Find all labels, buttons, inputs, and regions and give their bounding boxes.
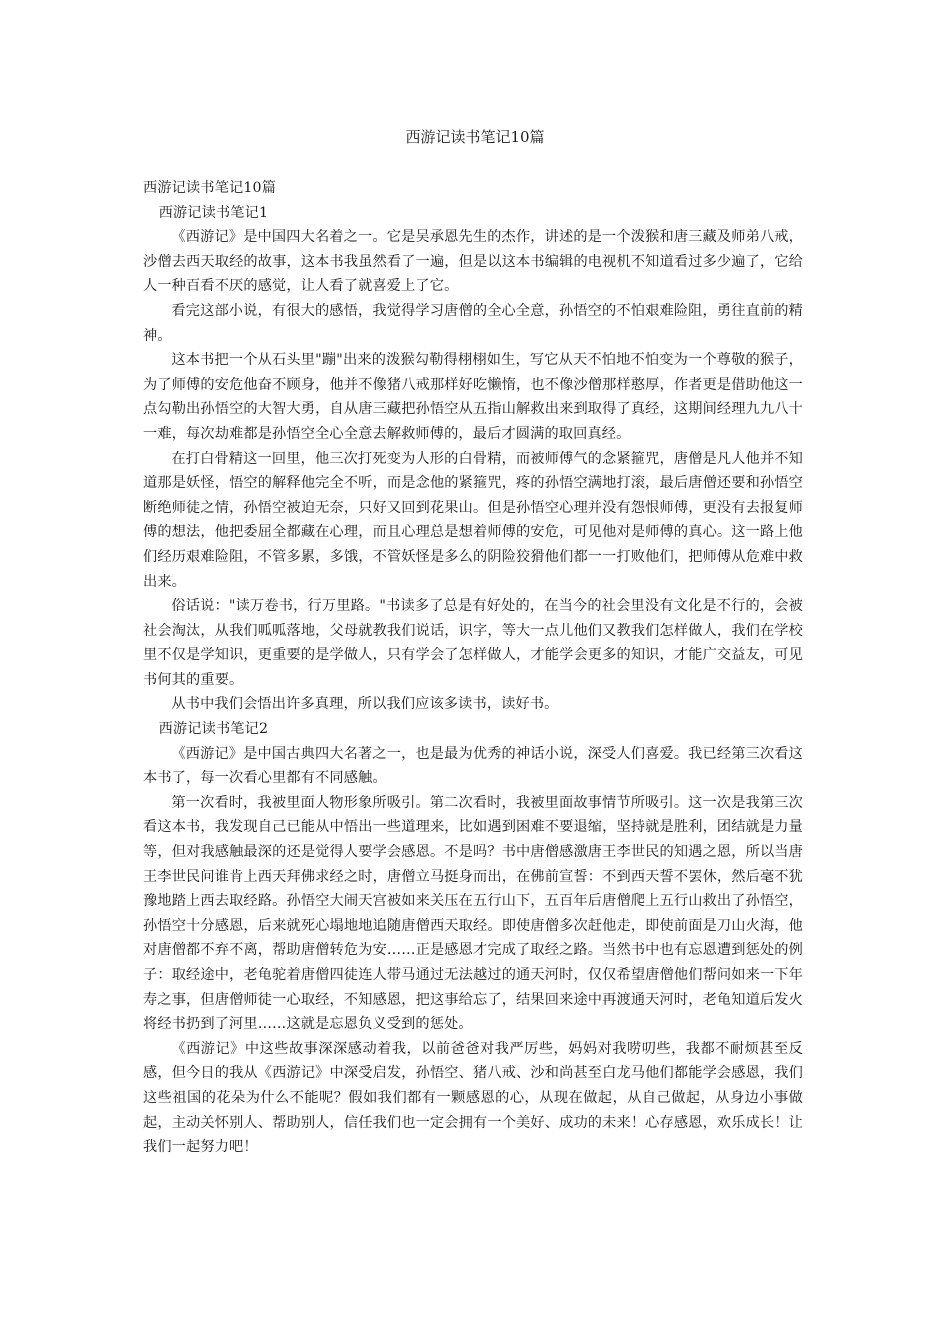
paragraph: 这本书把一个从石头里"蹦"出来的泼猴勾勒得栩栩如生，写它从天不怕地不怕变为一个尊敬的猴子，为了师傅的安危他奋不顾身，他并不像猪八戒那样好吃懒惰，也不像沙僧那样憨厚，作者更是借助他这一点勾勒出孙悟空的大智大勇，自从唐三藏把孙悟空从五指山解救出来到取得了真经，这期间经理九九八十一难，每次劫难都是孙悟空全心全意去解救师傅的，最后才圆满的取回真经。 bbox=[143, 352, 803, 442]
paragraph: 俗话说："读万卷书，行万里路。"书读多了总是有好处的，在当今的社会里没有文化是不行的，会被社会淘汰，从我们呱呱落地，父母就教我们说话，识字，等大一点儿他们又教我们怎样做人，我们在学校里不仅是学知识，更重要的是学做人，只有学会了怎样做人，才能学会更多的知识，才能广交益友，可见书何其的重要。 bbox=[143, 598, 803, 688]
document-subtitle: 西游记读书笔记10篇 bbox=[143, 180, 277, 196]
paragraph: 看完这部小说，有很大的感悟，我觉得学习唐僧的全心全意，孙悟空的不怕艰难险阻，勇往直前的精神。 bbox=[143, 302, 803, 344]
section-heading: 西游记读书笔记2 bbox=[158, 721, 269, 738]
paragraph: 在打白骨精这一回里，他三次打死变为人形的白骨精，而被师傅气的念紧箍咒，唐僧是凡人他并不知道那是妖怪，悟空的解释他完全不听，而是念他的紧箍咒，疼的孙悟空满地打滚，最后唐僧还要和孙悟空断绝师徒之情，孙悟空被迫无奈，只好又回到花果山。但是孙悟空心理并没有怨恨师傅，更没有去报复师傅的想法，他把委屈全都藏在心理，而且心理总是想着师傅的安危，可见他对是师傅的真心。这一路上他们经历艰难险阻，不管多累，多饿，不管妖怪是多么的阴险狡猾他们都一一打败他们，把师傅从危难中救出来。 bbox=[143, 450, 803, 590]
document-body bbox=[143, 176, 803, 1160]
paragraph: 《西游记》是中国四大名着之一。它是吴承恩先生的杰作，讲述的是一个泼猴和唐三藏及师弟八戒，沙僧去西天取经的故事，这本书我虽然看了一遍，但是以这本书编辑的电视机不知道看过多少遍了，它给人一种百看不厌的感觉，让人看了就喜爱上了它。 bbox=[143, 229, 803, 295]
paragraph: 《西游记》中这些故事深深感动着我，以前爸爸对我严厉些，妈妈对我唠叨些，我都不耐烦甚至反感，但今日的我从《西游记》中深受启发，孙悟空、猪八戒、沙和尚甚至白龙马他们都能学会感恩，我们这些祖国的花朵为什么不能呢？假如我们都有一颗感恩的心，从现在做起，从自己做起，从身边小事做起，主动关怀别人、帮助别人，信任我们也一定会拥有一个美好、成功的未来！心存感恩，欢乐成长！让我们一起努力吧！ bbox=[143, 1040, 803, 1156]
section-heading: 西游记读书笔记1 bbox=[158, 204, 269, 221]
paragraph: 《西游记》是中国古典四大名著之一，也是最为优秀的神话小说，深受人们喜爱。我已经第三次看这本书了，每一次看心里都有不同感触。 bbox=[143, 745, 803, 787]
document-title: 西游记读书笔记10篇 bbox=[405, 128, 545, 146]
paragraph: 第一次看时，我被里面人物形象所吸引。第二次看时，我被里面故事情节所吸引。这一次是我第三次看这本书，我发现自己已能从中悟出一些道理来，比如遇到困难不要退缩，坚持就是胜利，团结就是力量等，但对我感触最深的还是觉得人要学会感恩。不是吗？书中唐僧感激唐王李世民的知遇之恩，所以当唐王李世民问谁肯上西天拜佛求经之时，唐僧立马挺身而出，在佛前宣誓：不到西天誓不罢休，然后毫不犹豫地踏上西去取经路。孙悟空大闹天宫被如来关压在五行山下，五百年后唐僧爬上五行山救出了孙悟空，孙悟空十分感恩，后来就死心塌地地追随唐僧西天取经。即使唐僧多次赶他走，即使前面是刀山火海，他对唐僧都不弃不离，帮助唐僧转危为安……正是感恩才完成了取经之路。当然书中也有忘恩遭到惩处的例子：取经途中，老龟驼着唐僧四徒连人带马通过无法越过的通天河时，仅仅希望唐僧他们帮问如来一下年寿之事，但唐僧师徒一心取经，不知感恩，把这事给忘了，结果回来途中再渡通天河时，老龟知道后发火将经书扔到了河里……这就是忘恩负义受到的惩处。 bbox=[143, 794, 803, 1033]
paragraph: 从书中我们会悟出许多真理，所以我们应该多读书，读好书。 bbox=[171, 696, 559, 713]
